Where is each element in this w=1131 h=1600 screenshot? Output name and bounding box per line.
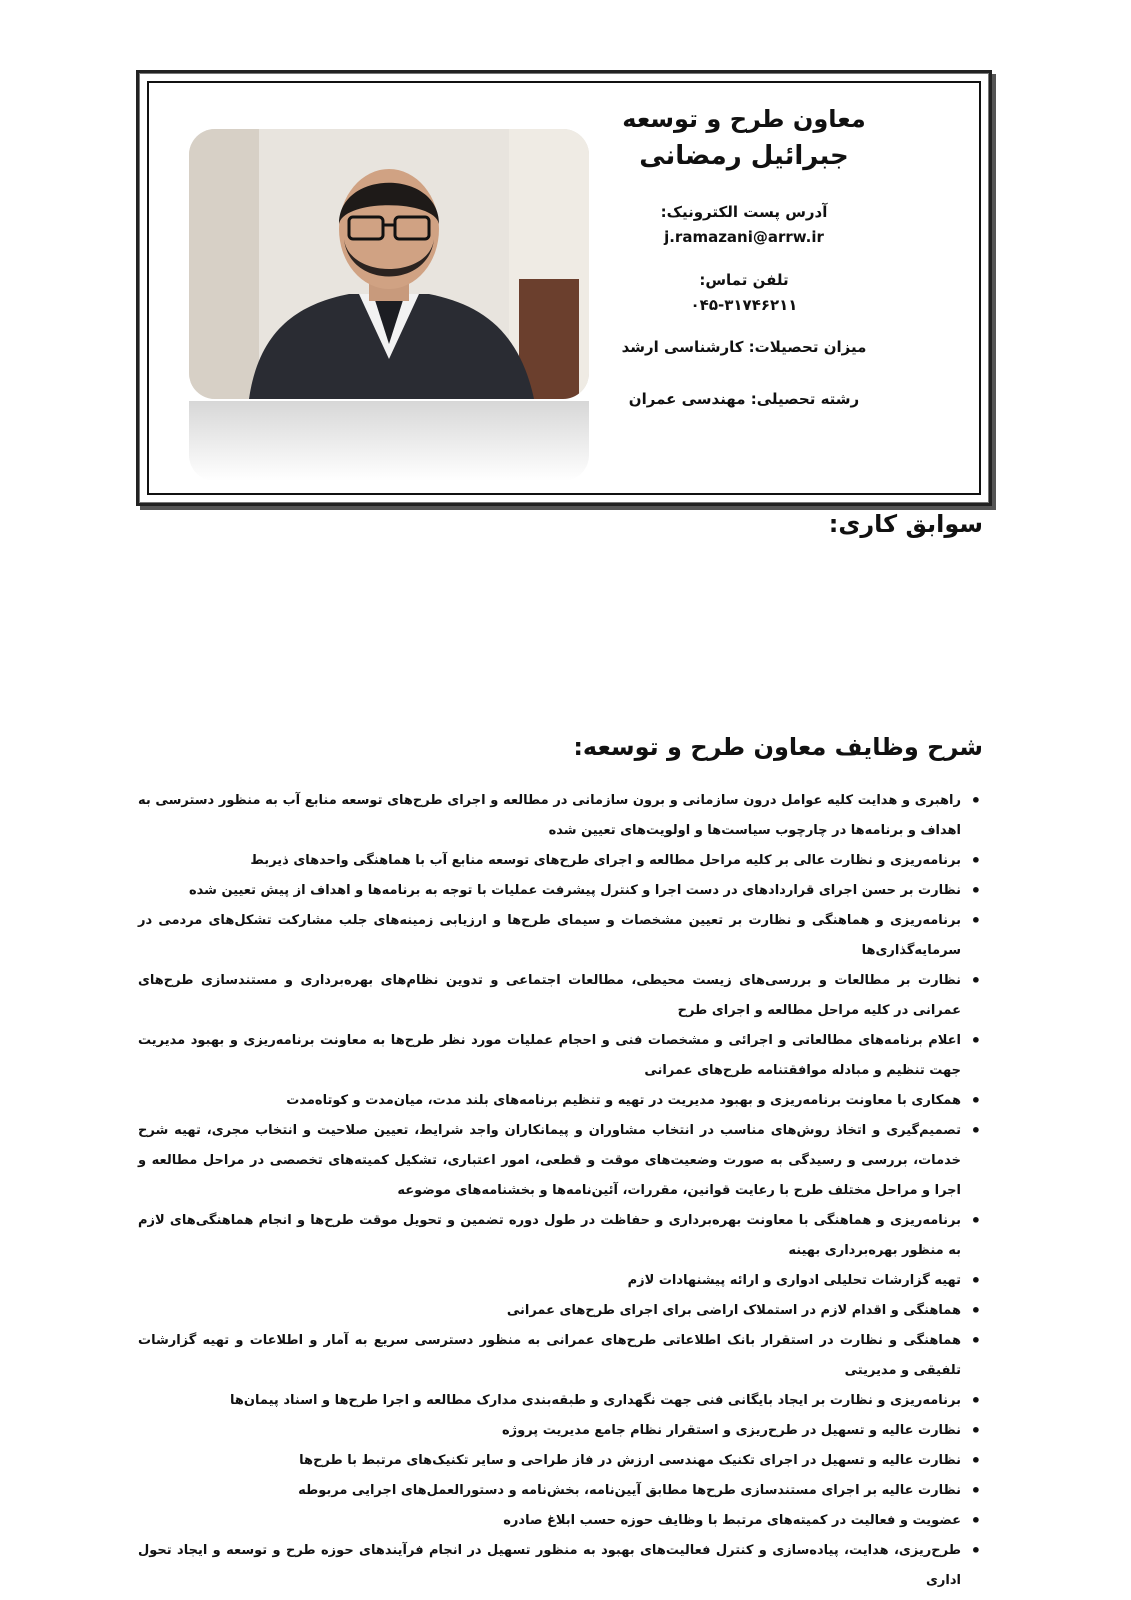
list-item: • نظارت بر مطالعات و بررسی‌های زیست محیطی، مطالعات اجتماعی و تدوین نظام‌های بهره‌برداری و مستندسازی طرح‌های عمرانی در کلیه مراحل مطالعه و اجرای طرح xyxy=(138,966,961,1026)
list-item: • نظارت عالیه و تسهیل در اجرای تکنیک مهندسی ارزش در فاز طراحی و سایر تکنیک‌های مرتبط با طرح‌ها xyxy=(138,1446,961,1476)
portrait-illustration xyxy=(189,129,589,399)
profile-photo xyxy=(189,129,589,469)
portrait-image xyxy=(189,129,589,399)
list-item: • هماهنگی و اقدام لازم در استملاک اراضی برای اجرای طرح‌های عمرانی xyxy=(138,1296,961,1326)
field-of-study: رشته تحصیلی: مهندسی عمران xyxy=(628,390,860,408)
phone-number: ۰۴۵-۳۱۷۴۶۲۱۱ xyxy=(690,296,798,314)
list-item: • هماهنگی و نظارت در استقرار بانک اطلاعاتی طرح‌های عمرانی به منظور دسترسی سریع به آمار و اطلاعات و تهیه گزارشات تلفیقی و مدیریتی xyxy=(138,1326,961,1386)
list-item: • برنامه‌ریزی و هماهنگی و نظارت بر تعیین مشخصات و سیمای طرح‌ها و ارزیابی زمینه‌های جلب مشارکت تشکل‌های مردمی در سرمایه‌گذاری‌ها xyxy=(138,906,961,966)
list-item: • تصمیم‌گیری و اتخاذ روش‌های مناسب در انتخاب مشاوران و پیمانکاران واجد شرایط، تعیین صلاحیت و انتخاب مجری، تهیه شرح خدمات، بررسی و رسیدگی به صورت وضعیت‌های موقت و قطعی، امور اعتباری، تشکیل کمیته‌های تخصصی در مراحل مطالعه و اجرا و مراحل مختلف طرح با رعایت قوانین، مقررات، آئین‌نامه‌ها و بخشنامه‌های موضوعه xyxy=(138,1116,961,1206)
list-item: • تهیه گزارشات تحلیلی ادواری و ارائه پیشنهادات لازم xyxy=(138,1266,961,1296)
profile-info xyxy=(594,95,894,411)
list-item: • نظارت عالیه بر اجرای مستندسازی طرح‌ها مطابق آیین‌نامه، بخش‌نامه و دستورالعمل‌های اجرایی مربوطه xyxy=(138,1476,961,1506)
profile-name: جبرائیل رمضانی xyxy=(639,141,849,171)
list-item: • نظارت عالیه و تسهیل در طرح‌ریزی و استقرار نظام جامع مدیریت پروژه xyxy=(138,1416,961,1446)
education-level: میزان تحصیلات: کارشناسی ارشد xyxy=(621,338,867,356)
list-item: • همکاری با معاونت برنامه‌ریزی و بهبود مدیریت در تهیه و تنظیم برنامه‌های بلند مدت، میان‌مدت و کوتاه‌مدت xyxy=(138,1086,961,1116)
list-item: • طرح‌ریزی، هدایت، پیاده‌سازی و کنترل فعالیت‌های بهبود به منظور تسهیل در انجام فرآیندهای حوزه طرح و توسعه و ایجاد تحول اداری xyxy=(138,1536,961,1596)
duties-list xyxy=(138,786,983,1596)
list-item: • برنامه‌ریزی و هماهنگی با معاونت بهره‌برداری و حفاظت در طول دوره تضمین و تحویل موقت طرح‌ها و انجام هماهنگی‌های لازم به منظور بهره‌برداری بهینه xyxy=(138,1206,961,1266)
profile-role: معاون طرح و توسعه xyxy=(622,105,866,133)
email-address[interactable]: j.ramazani@arrw.ir xyxy=(664,228,824,246)
list-item: • راهبری و هدایت کلیه عوامل درون سازمانی و برون سازمانی در مطالعه و اجرای طرح‌های توسعه منابع آب به منظور دسترسی به اهداف و برنامه‌ها در چارچوب سیاست‌ها و اولویت‌های تعیین شده xyxy=(138,786,961,846)
phone-label: تلفن تماس: xyxy=(699,271,789,289)
list-item: • نظارت بر حسن اجرای قراردادهای در دست اجرا و کنترل پیشرفت عملیات با توجه به برنامه‌ها و اهداف از پیش تعیین شده xyxy=(138,876,961,906)
duties-title: شرح وظایف معاون طرح و توسعه: xyxy=(573,733,983,761)
list-item: • برنامه‌ریزی و نظارت بر ایجاد بایگانی فنی جهت نگهداری و طبقه‌بندی مدارک مطالعه و اجرا طرح‌ها و اسناد پیمان‌ها xyxy=(138,1386,961,1416)
list-item: • عضویت و فعالیت در کمیته‌های مرتبط با وظایف حوزه حسب ابلاغ صادره xyxy=(138,1506,961,1536)
list-item: • برنامه‌ریزی و نظارت عالی بر کلیه مراحل مطالعه و اجرای طرح‌های توسعه منابع آب با هماهنگی واحدهای ذیربط xyxy=(138,846,961,876)
email-label: آدرس پست الکترونیک: xyxy=(660,203,828,221)
photo-reflection xyxy=(189,401,589,481)
profile-card xyxy=(136,70,992,506)
list-item: • اعلام برنامه‌های مطالعاتی و اجرائی و مشخصات فنی و احجام عملیات مورد نظر طرح‌ها به معاونت برنامه‌ریزی و بهبود مدیریت جهت تنظیم و مبادله موافقتنامه طرح‌های عمرانی xyxy=(138,1026,961,1086)
work-history-title: سوابق کاری: xyxy=(828,510,983,538)
